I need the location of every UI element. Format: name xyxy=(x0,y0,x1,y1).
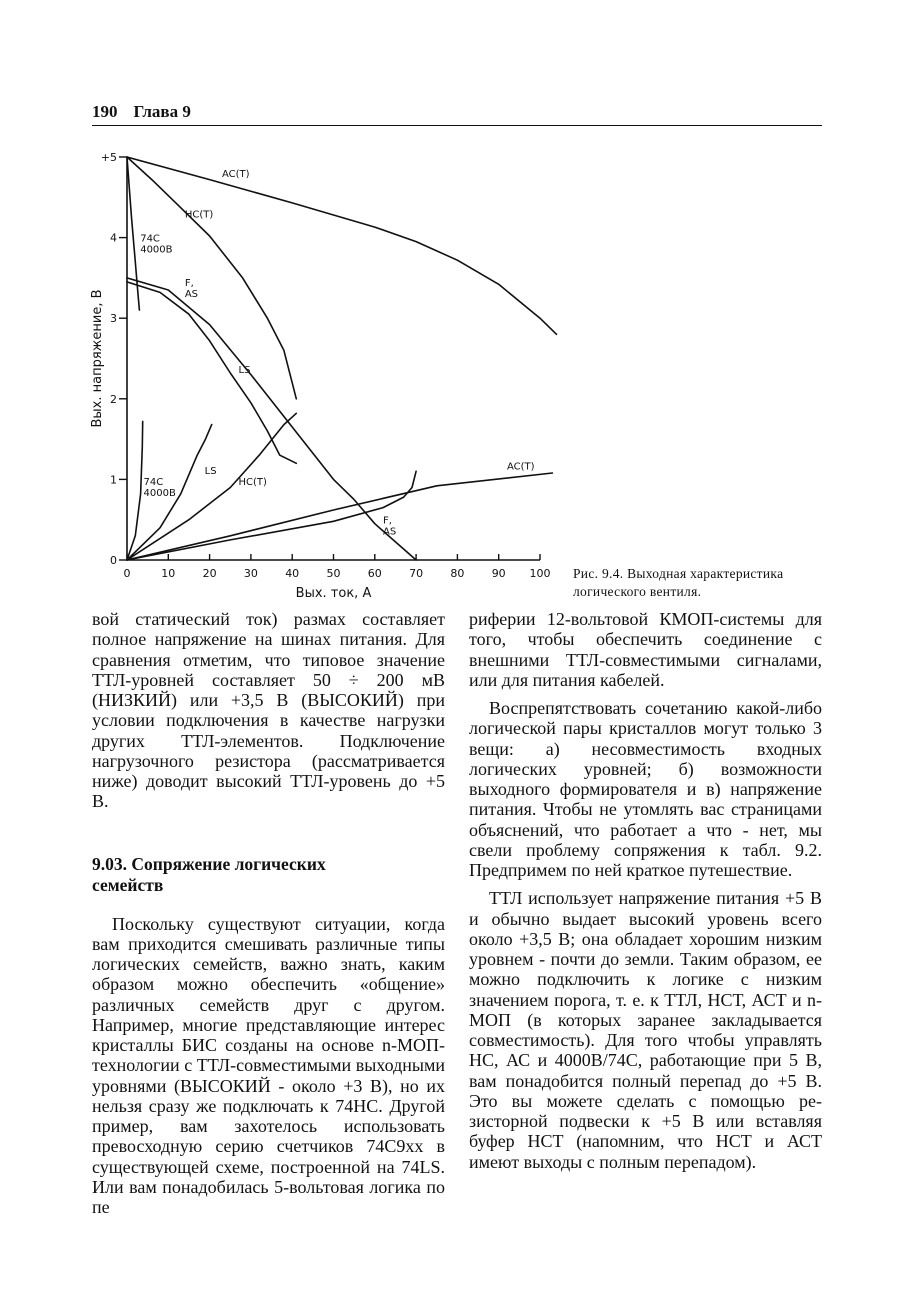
curve-label xyxy=(185,278,198,300)
curve-label-line: AS xyxy=(184,288,199,300)
curve-high xyxy=(127,157,557,334)
x-tick-label: 70 xyxy=(409,567,424,580)
section-heading: 9.03. Сопряжение логических семейств xyxy=(92,853,326,895)
right-column xyxy=(469,609,822,1172)
curve-label xyxy=(185,209,214,220)
curve-label-line: LS xyxy=(238,365,251,377)
left-column xyxy=(92,609,445,1217)
curve-low xyxy=(127,471,416,560)
x-tick-label: 10 xyxy=(161,567,176,580)
curve-label xyxy=(222,169,250,180)
curve-high xyxy=(127,278,416,560)
chart-axes xyxy=(90,151,551,601)
curve-label xyxy=(205,466,217,477)
y-tick-label: 2 xyxy=(110,392,117,406)
x-tick-label: 80 xyxy=(450,567,465,580)
curve-label-line: 74C xyxy=(140,233,160,245)
right-paragraph-1: риферии 12-вольтовой КМОП-системы для того, чтобы обеспечить соединение с внешними ТТЛ-совместимыми сигналами, или для питания кабелей. xyxy=(469,609,822,690)
x-tick-label: 0 xyxy=(123,567,131,580)
curve-label-line: 4000B xyxy=(143,488,176,500)
curve-high xyxy=(127,282,296,463)
y-tick-label: 1 xyxy=(110,473,117,487)
curve-label xyxy=(239,365,251,376)
chapter-label: Глава 9 xyxy=(133,102,191,121)
x-tick-label: 100 xyxy=(529,567,551,580)
x-tick-label: 60 xyxy=(367,567,382,580)
left-paragraph-2: Поскольку существуют ситуации, когда вам приходится смешивать различные типы логических семейств, важно знать, каким образом можно обеспечить «общение» различных семейств друг с другом. Например, многие представляющие интерес кристаллы БИС созданы на основе n-МОП-технологии с ТТЛ-совместимыми выходными уровнями (ВЫСОКИЙ - около +3 В), но их нельзя сразу же подключать к 74НС. Другой пример, вам захотелось использовать превосходную серию счетчиков 74С9xx в существующей схеме, построенной на 74LS. Или вам понадобилась 5-вольтовая логика по пе xyxy=(92,913,445,1217)
curve-label xyxy=(383,516,396,538)
y-tick-label: 3 xyxy=(110,312,117,326)
x-tick-label: 40 xyxy=(285,567,300,580)
x-tick-label: 50 xyxy=(326,567,341,580)
running-head xyxy=(92,102,191,122)
curve-label-line: LS xyxy=(204,465,217,477)
curve-label-line: 4000B xyxy=(140,244,173,256)
x-axis-label: Вых. ток, А xyxy=(295,586,372,601)
curve-high xyxy=(127,157,296,399)
curve-label-line: HC(T) xyxy=(238,477,267,489)
y-axis-label: Вых. напряжение, В xyxy=(90,289,105,428)
x-tick-label: 20 xyxy=(202,567,217,580)
y-tick-label: 0 xyxy=(110,554,117,567)
curve-label-line: 74C xyxy=(143,477,164,489)
curve-label xyxy=(144,477,176,499)
page-number: 190 xyxy=(92,102,118,121)
curve-label xyxy=(140,234,172,256)
curve-label-line: F, xyxy=(383,515,392,527)
figure-caption: Рис. 9.4. Выходная характеристика логического вентиля. xyxy=(573,566,784,599)
curve-label-line: AC(T) xyxy=(506,461,535,473)
right-paragraph-2: Воспрепятствовать сочетанию какой-либо логической пары кристаллов могут только 3 вещи: а) несовместимость входных логических уровней; б) возможности выходного формирователя и в) напряжение питания. Чтобы не утомлять вас страницами объяснений, что работает а что - нет, мы свели проблему сопряжения к табл. 9.2. Предпримем по ней краткое путешествие. xyxy=(469,698,822,880)
right-paragraph-3: ТТЛ использует напряжение питания +5 В и обычно выдает высокий уровень всего около +3,5 В; она обладает хорошим низким уровнем - почти до земли. Таким образом, ее можно подключить к логике с низким значением порога, т. е. к ТТЛ, НСТ, АСТ и n-МОП (в которых заранее закладывается совместимость). Для того чтобы управлять НС, АС и 4000B/74C, работающие при 5 В, вам понадобится полный перепад до +5 В. Это вы можете сделать с помощью резисторной подвески к +5 В или вставляя буфер НСТ (напомним, что НСТ и АСТ имеют выходы с полным перепадом). xyxy=(469,888,822,1172)
y-tick-label: 4 xyxy=(110,231,117,245)
curve-label xyxy=(507,462,535,473)
y-tick-label: +5 xyxy=(100,151,117,164)
x-tick-label: 30 xyxy=(243,567,258,580)
curve-label-line: AC(T) xyxy=(221,169,250,181)
output-characteristic-chart xyxy=(86,142,566,604)
left-paragraph-1: вой статический ток) размах составляет полное напряжение на шинах питания. Для сравнения отметим, что типовое значение ТТЛ-уровней составляет 50 ÷ 200 мВ (НИЗКИЙ) или +3,5 В (ВЫСОКИЙ) при условии подключения в качестве нагрузки других ТТЛ-элементов. Подключение нагрузочного резистора (рассматривается ниже) доводит высокий ТТЛ-уровень до +5 В. xyxy=(92,609,445,812)
curve-label-line: HC(T) xyxy=(184,209,214,221)
curve-label-line: AS xyxy=(383,526,397,538)
curve-low xyxy=(127,421,143,560)
curve-high xyxy=(127,157,139,310)
curve-label-line: F, xyxy=(184,277,194,289)
curve-label xyxy=(239,477,268,488)
x-tick-label: 90 xyxy=(491,567,506,580)
header-rule xyxy=(92,125,822,126)
